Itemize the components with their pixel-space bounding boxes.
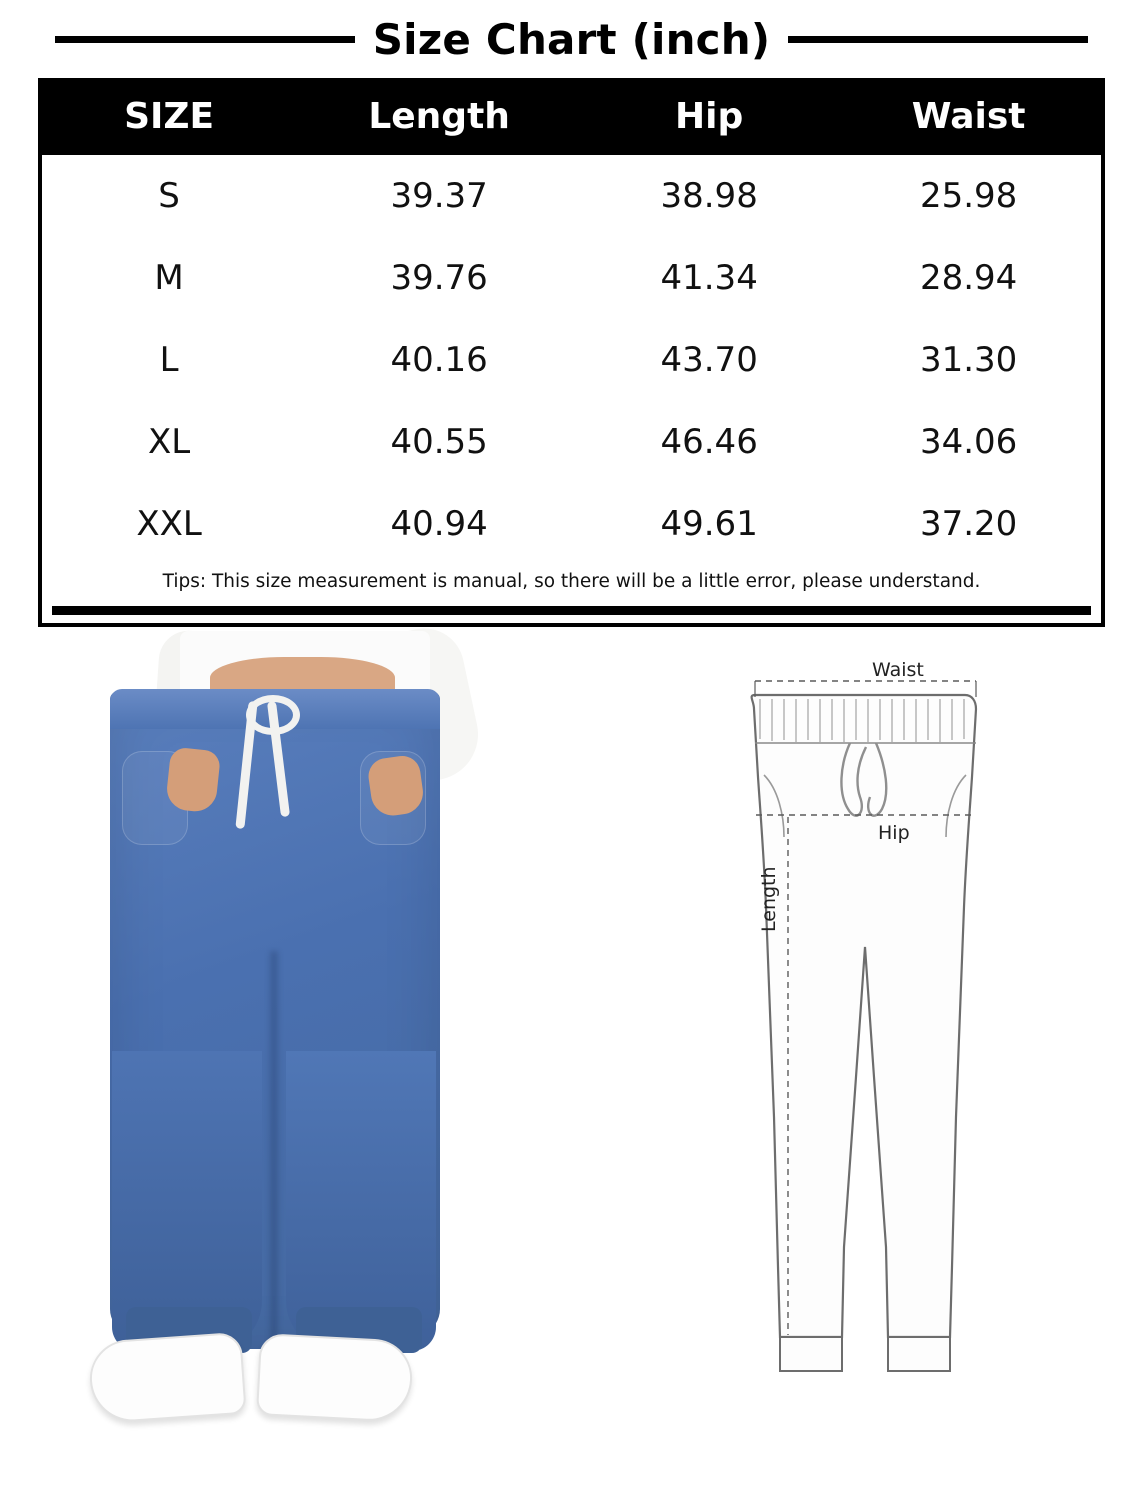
column-header-size: SIZE [42, 82, 296, 155]
leg-seam-shadow [270, 951, 278, 1351]
cell-length: 40.55 [390, 422, 488, 462]
cell-waist: 31.30 [919, 340, 1018, 380]
sneaker-left [87, 1332, 246, 1425]
cell-length: 39.76 [390, 258, 488, 298]
cell-length: 40.94 [390, 504, 488, 544]
drawstring-tail-left [235, 701, 257, 829]
cell-size: L [159, 340, 179, 380]
label-waist: Waist [872, 659, 924, 681]
column-header-waist: Waist [836, 82, 1101, 155]
sketch-cuff-left [780, 1337, 842, 1371]
cell-hip: 43.70 [660, 340, 758, 380]
cell-size: S [158, 176, 180, 216]
title-rule-right [788, 36, 1088, 43]
cell-size: XL [147, 422, 191, 462]
cell-length: 40.16 [390, 340, 488, 380]
table-header [42, 82, 1101, 155]
page-title: Size Chart (inch) [372, 14, 771, 64]
cell-length: 39.37 [390, 176, 488, 216]
page-title-row [0, 0, 1143, 78]
pant-leg-left [112, 1051, 262, 1351]
size-chart-table [42, 82, 1101, 606]
cell-hip: 41.34 [660, 258, 758, 298]
tips-text: Tips: This size measurement is manual, so there will be a little error, please understand. [162, 571, 981, 592]
table-row [42, 319, 1101, 401]
pant-leg-right [286, 1051, 436, 1351]
cell-size: M [154, 258, 184, 298]
cell-hip: 49.61 [660, 504, 758, 544]
cell-hip: 46.46 [660, 422, 758, 462]
table-body [42, 155, 1101, 606]
sketch-cuff-right [888, 1337, 950, 1371]
table-bottom-rule [52, 606, 1091, 615]
table-row [42, 237, 1101, 319]
drawstring [230, 701, 300, 841]
table-row [42, 401, 1101, 483]
label-length: Length [758, 866, 780, 932]
cell-waist: 28.94 [919, 258, 1018, 298]
pant-outline [752, 695, 976, 1337]
cell-waist: 25.98 [919, 176, 1018, 216]
title-rule-left [55, 36, 355, 43]
table-header-row [42, 82, 1101, 155]
column-header-length: Length [296, 82, 582, 155]
cell-waist: 34.06 [919, 422, 1018, 462]
model-photo [60, 631, 580, 1417]
cell-waist: 37.20 [919, 504, 1018, 544]
sneaker-right [256, 1333, 414, 1423]
pants-technical-sketch [660, 647, 1100, 1387]
technical-drawing [660, 647, 1100, 1387]
cell-hip: 38.98 [660, 176, 758, 216]
column-header-hip: Hip [582, 82, 836, 155]
size-chart-container [38, 78, 1105, 627]
label-hip: Hip [878, 822, 910, 844]
table-row [42, 483, 1101, 565]
tips-row [42, 565, 1101, 606]
imagery-area [0, 627, 1143, 1417]
table-row [42, 155, 1101, 237]
cell-size: XXL [136, 504, 202, 544]
